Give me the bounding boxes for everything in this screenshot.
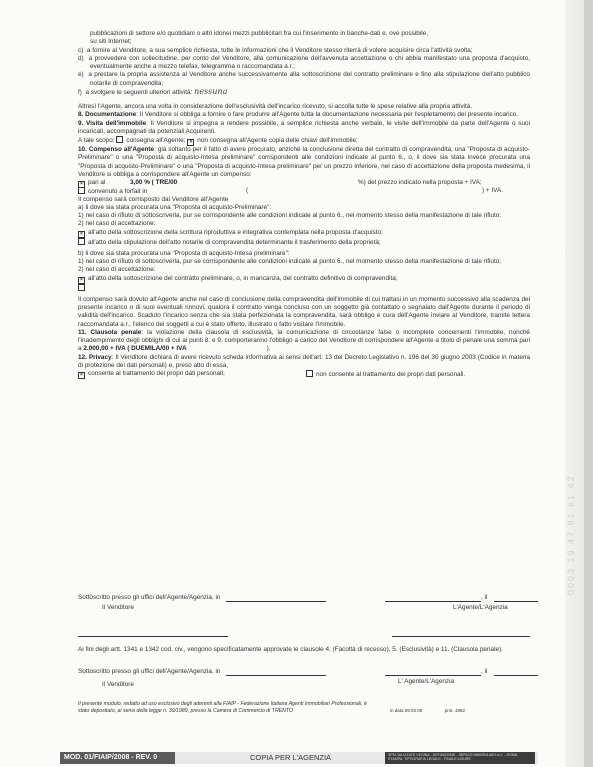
clause-d: d) a provvedere con sollecitudine, per conto del Venditore, alla comunicazione dell'avvenuta accettazione o chi abbia manifestato una proposta d'acquisto, eventualmente anche a mezzo telefax, telegramma o raccomandata a.r.; (78, 54, 530, 70)
copy-label: COPIA PER L'AGENZIA (250, 753, 332, 762)
section-10-a2: 2) nel caso di accettazione: (78, 220, 156, 228)
signature-1-agente: L'Agente/L'Agenzia (453, 604, 508, 611)
clause-c: c) a fornire al Venditore, a sua semplice richiesta, tutte le informazioni che il Venditore stesso riterrà di volere acquisire circa l'attività svolta; (78, 46, 473, 54)
clause-approval: Ai fini degli artt. 1341 e 1342 cod. civ., vengono specificatamente approvate le clausole 4. (Facoltà di recesso), 5. (Esclusività) e 11. (Clausola penale). (78, 646, 503, 653)
checkbox-b-empty[interactable] (78, 284, 85, 291)
section-9: 9. Visita dell'immobile: Il Venditore si impegna a rendere possibile, a semplice richiesta anche verbale, le visite dell'immobile da parte dell'Agente o suoi incaricati, accompagnati da potenziali Acquirenti. (78, 119, 530, 135)
privacy-options: × consente al trattamento dei propri dati personali; non consente al trattamento dei propri dati personali. (78, 370, 530, 378)
checkbox-a-scrittura[interactable]: × (78, 231, 85, 238)
section-10-tail: Il compenso sarà dovuto all'Agente anche nel caso di conclusione della compravendita dell'immobile di cui trattasi in un momento successivo alla scadenza del presente incarico o di suoi eventuali rinnovi, qualora il contratto venga concluso con un soggetto già contattato o segnalato dall'Agente durante il periodo di validità dell'incarico. Scaduto l'incarico senza che sia stata perfezionata la compravendita, sarà obbligo e cura dell'Agente inviare al Venditore, tramite lettera raccomandata a.r., l'elenco dei soggetti a cui è stato offerto, illustrato o fatto visitare l'immobile. (78, 295, 530, 328)
section-10-b2: 2) nel caso di accettazione: (78, 266, 156, 274)
signature-1-place: Sottoscritto presso gli uffici dell'Agente/Agenzia, in (78, 594, 221, 601)
checkbox-forfait[interactable] (78, 187, 85, 194)
section-10: 10. Compenso all'Agente: già soltanto per il fatto di avere procurato, anziché la conclusione diretta del contratto di compravendita, una "Proposta di acquisto-Preliminare" o una "Proposta di acquisto-Intesa preliminare" corrispondenti alle condizioni indicate al punto 6., o, il dove sia stata invece procurata una "Proposta di acquisto-Preliminare" o una "Proposta di acquisto-Intesa preliminare" per un prezzo inferiore, nel caso di accettazione della proposta medesima, il Venditore si obbliga a corrispondere all'Agente un compenso: (78, 146, 530, 178)
section-10-a1: 1) nel caso di rifiuto di sottoscriverla, pur se corrispondente alle condizioni indicate al punto 6., nel momento stesso della manifestazione di tale rifiuto; (78, 212, 502, 219)
checkbox-percent[interactable]: × (78, 181, 85, 188)
section-12: 12. Privacy: Il Venditore dichiara di avere ricevuto scheda informativa ai sensi dell'art. 13 del Decreto Legislativo n. 196 del 30 giugno 2003 (Codice in materia di protezione dei dati personali) e, preso atto di essa, (78, 353, 530, 369)
clause-b-tail: pubblicazioni di settore e/o quotidiani o altri idonei mezzi pubblicitari fra cui l'inserimento in banche-dati e, ove possibile, (90, 30, 428, 37)
section-10-b-title: b) li dove sia stata procurata una "Proposta di acquisto-Intesa preliminare": (78, 249, 290, 257)
signature-1-venditore: Il Venditore (102, 604, 134, 611)
section-11: 11. Clausola penale: la violazione della clausola di esclusività, la comunicazione di circostanze false o incomplete concernenti l'immobile, nonché l'inadempimento degli obblighi di cui ai punti 8. e 9. comporteranno l'obbligo a carico del Venditore di corrispondere all'Agente a titolo di penale una somma pari a 2.000,00 + IVA ( DUEMILA/00 + IVA ). (78, 328, 530, 353)
signature-1-venditore-line[interactable] (78, 636, 228, 637)
section-10-a2-opt1: × all'atto della sottoscrizione della scrittura riproduttiva e integrativa contemplata nella proposta d'acquisto; (78, 229, 530, 238)
edge-stamp: 0003 19 47 81 61 42 (566, 474, 576, 595)
penale-amount: 2.000,00 + IVA ( DUEMILA/00 + IVA (83, 345, 187, 353)
signature-1-place-line[interactable] (226, 601, 326, 602)
footer-bar (60, 752, 538, 764)
checkbox-consente[interactable]: × (78, 372, 85, 379)
altresi-paragraph: Altresì l'Agente, ancora una volta in considerazione dell'esclusività dell'incarico ricevuto, si accolla tutte le spese relative alla propria attività. (78, 103, 473, 110)
checkbox-a-notarile[interactable] (78, 238, 85, 245)
section-8: 8. Documentazione: Il Venditore si obbliga a fornire o fare produrre all'Agente tutta la documentazione necessaria per l'espletamento del presente incarico. (78, 111, 519, 119)
signature-2-il: , il (481, 668, 488, 675)
checkbox-non-consente[interactable] (306, 370, 313, 377)
compenso-forfait-row: convenuto a forfait in ( ) + IVA. (78, 187, 530, 195)
clause-b-tail-2: su siti Internet; (90, 38, 132, 46)
checkbox-b-preliminare[interactable]: × (78, 277, 85, 284)
model-label: MOD. 01/FIAIP/2008 - REV. 0 (60, 752, 175, 764)
signature-2-place: Sottoscritto presso gli uffici dell'Agente/Agenzia, in (78, 668, 221, 675)
signature-2-agente: L' Agente/L'Agenzia (398, 678, 455, 685)
printer-credits: SPECIALIZZATE VEDINA - DEFINIZIONE - SERVIZI IMMOBILIARI s.r.l. - ROMA. STAMPA: TIPOGRAFIA LEGALE - FINALE LIGURE (385, 752, 535, 764)
signature-1-il: , il (481, 594, 488, 601)
page-edge-shadow (584, 0, 593, 767)
footer-deposit: in data 09.03.09 prot. 4862 (390, 708, 466, 713)
checkbox-consegna[interactable] (116, 136, 123, 143)
signature-2-venditore: Il Venditore (102, 681, 134, 688)
signature-2-place-line[interactable] (226, 675, 326, 676)
section-9-options: A tale scopo: consegna all'Agente; × non consegna all'Agente copia delle chiavi dell'immobile; (78, 137, 358, 145)
clause-e: e) a prestare la propria assistenza al Venditore anche successivamente alla sottoscrizione del contratto preliminare e fino alla stipulazione dell'atto pubblico notarile di compravendita; (78, 71, 530, 87)
signature-1-date-line-a[interactable] (385, 601, 481, 602)
checkbox-non-consegna[interactable]: × (187, 139, 194, 146)
footer-note: Il presente modulo, redatto ad uso esclusivo degli aderenti alla FIAIP - Federazione Italiana Agenti Immobiliari Professionali, è stato depositato, ai sensi della legge n. 39/1989, presso la Camera di Commercio di TRENTO (78, 701, 367, 714)
contract-body (78, 30, 530, 378)
section-10-b2-opt2 (78, 284, 530, 293)
signature-1-agente-line[interactable] (392, 636, 530, 637)
compenso-percent: 3,00 % ( TRE/00 (130, 179, 178, 186)
section-10-b2-opt1: × all'atto della sottoscrizione del contratto preliminare, o, in mancanza, del contratto definitivo di compravendita; (78, 275, 530, 284)
section-10-a2-opt2: all'atto della stipulazione dell'atto notarile di compravendita determinante il trasferimento della proprietà; (78, 238, 530, 247)
signature-2-date-line-b[interactable] (494, 675, 538, 676)
compenso-corrisposto: Il compenso sarà corrisposto dal Venditore all'Agente (78, 195, 229, 203)
section-10-a-title: a) li dove sia stata procurata una "Proposta di acquisto-Preliminare": (78, 203, 272, 211)
signature-1-date-line-b[interactable] (494, 601, 538, 602)
handwritten-nessuna: nessuna (194, 86, 228, 96)
section-10-b1: 1) nel caso di rifiuto di sottoscriverla, pur se corrispondente alle condizioni indicate al punto 6., nel momento stesso della manifestazione di tale rifiuto; (78, 258, 502, 265)
clause-f: f) a svolgere le seguenti ulteriori attività: nessuna (78, 86, 228, 96)
signature-2-date-line-a[interactable] (385, 675, 481, 676)
compenso-percent-row: × pari al 3,00 % ( TRE/00 %) del prezzo indicato nella proposta + IVA; (78, 179, 530, 187)
